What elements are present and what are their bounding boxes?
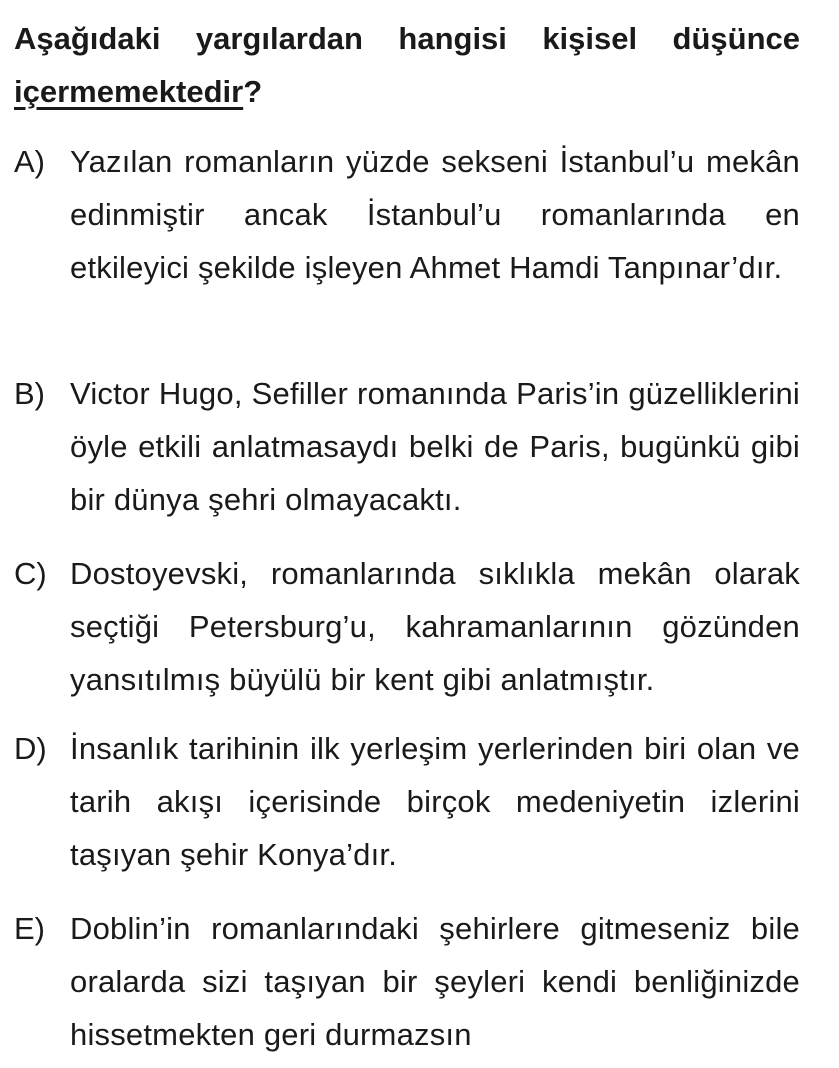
option-letter: B) [14, 376, 45, 411]
option-text: Doblin’in romanlarındaki şehirlere gitmeseniz bile oralarda sizi taşıyan bir şeyleri kendi benliğinizde hissetmekten geri durmazsın [70, 911, 800, 1052]
question-text: Aşağıdaki yargılardan hangisi kişisel düşünce [14, 21, 800, 56]
option-b[interactable] [14, 367, 800, 526]
option-text: İnsanlık tarihinin ilk yerleşim yerlerinden biri olan ve tarih akışı içerisinde birçok medeniyetin izlerini taşıyan şehir Konya’dır. [70, 731, 800, 872]
question-mark: ? [243, 74, 263, 109]
option-text: Victor Hugo, Sefiller romanında Paris’in güzelliklerini öyle etkili anlatmasaydı belki de Paris, bugünkü gibi bir dünya şehri olmayacaktı. [70, 376, 800, 517]
option-letter: E) [14, 911, 45, 946]
option-e[interactable] [14, 902, 800, 1061]
option-text: Dostoyevski, romanlarında sıklıkla mekân olarak seçtiği Petersburg’u, kahramanlarının gözünden yansıtılmış büyülü bir kent gibi anlatmıştır. [70, 556, 800, 697]
option-a[interactable] [14, 135, 800, 294]
question-underlined-word: içermemektedir [14, 74, 244, 109]
question-stem [14, 12, 800, 118]
option-letter: C) [14, 556, 47, 591]
option-c[interactable] [14, 547, 800, 706]
option-d[interactable] [14, 722, 800, 881]
option-letter: A) [14, 144, 45, 179]
option-letter: D) [14, 731, 47, 766]
option-text: Yazılan romanların yüzde sekseni İstanbul’u mekân edinmiştir ancak İstanbul’u romanlarında en etkileyici şekilde işleyen Ahmet Hamdi Tanpınar’dır. [70, 144, 800, 285]
